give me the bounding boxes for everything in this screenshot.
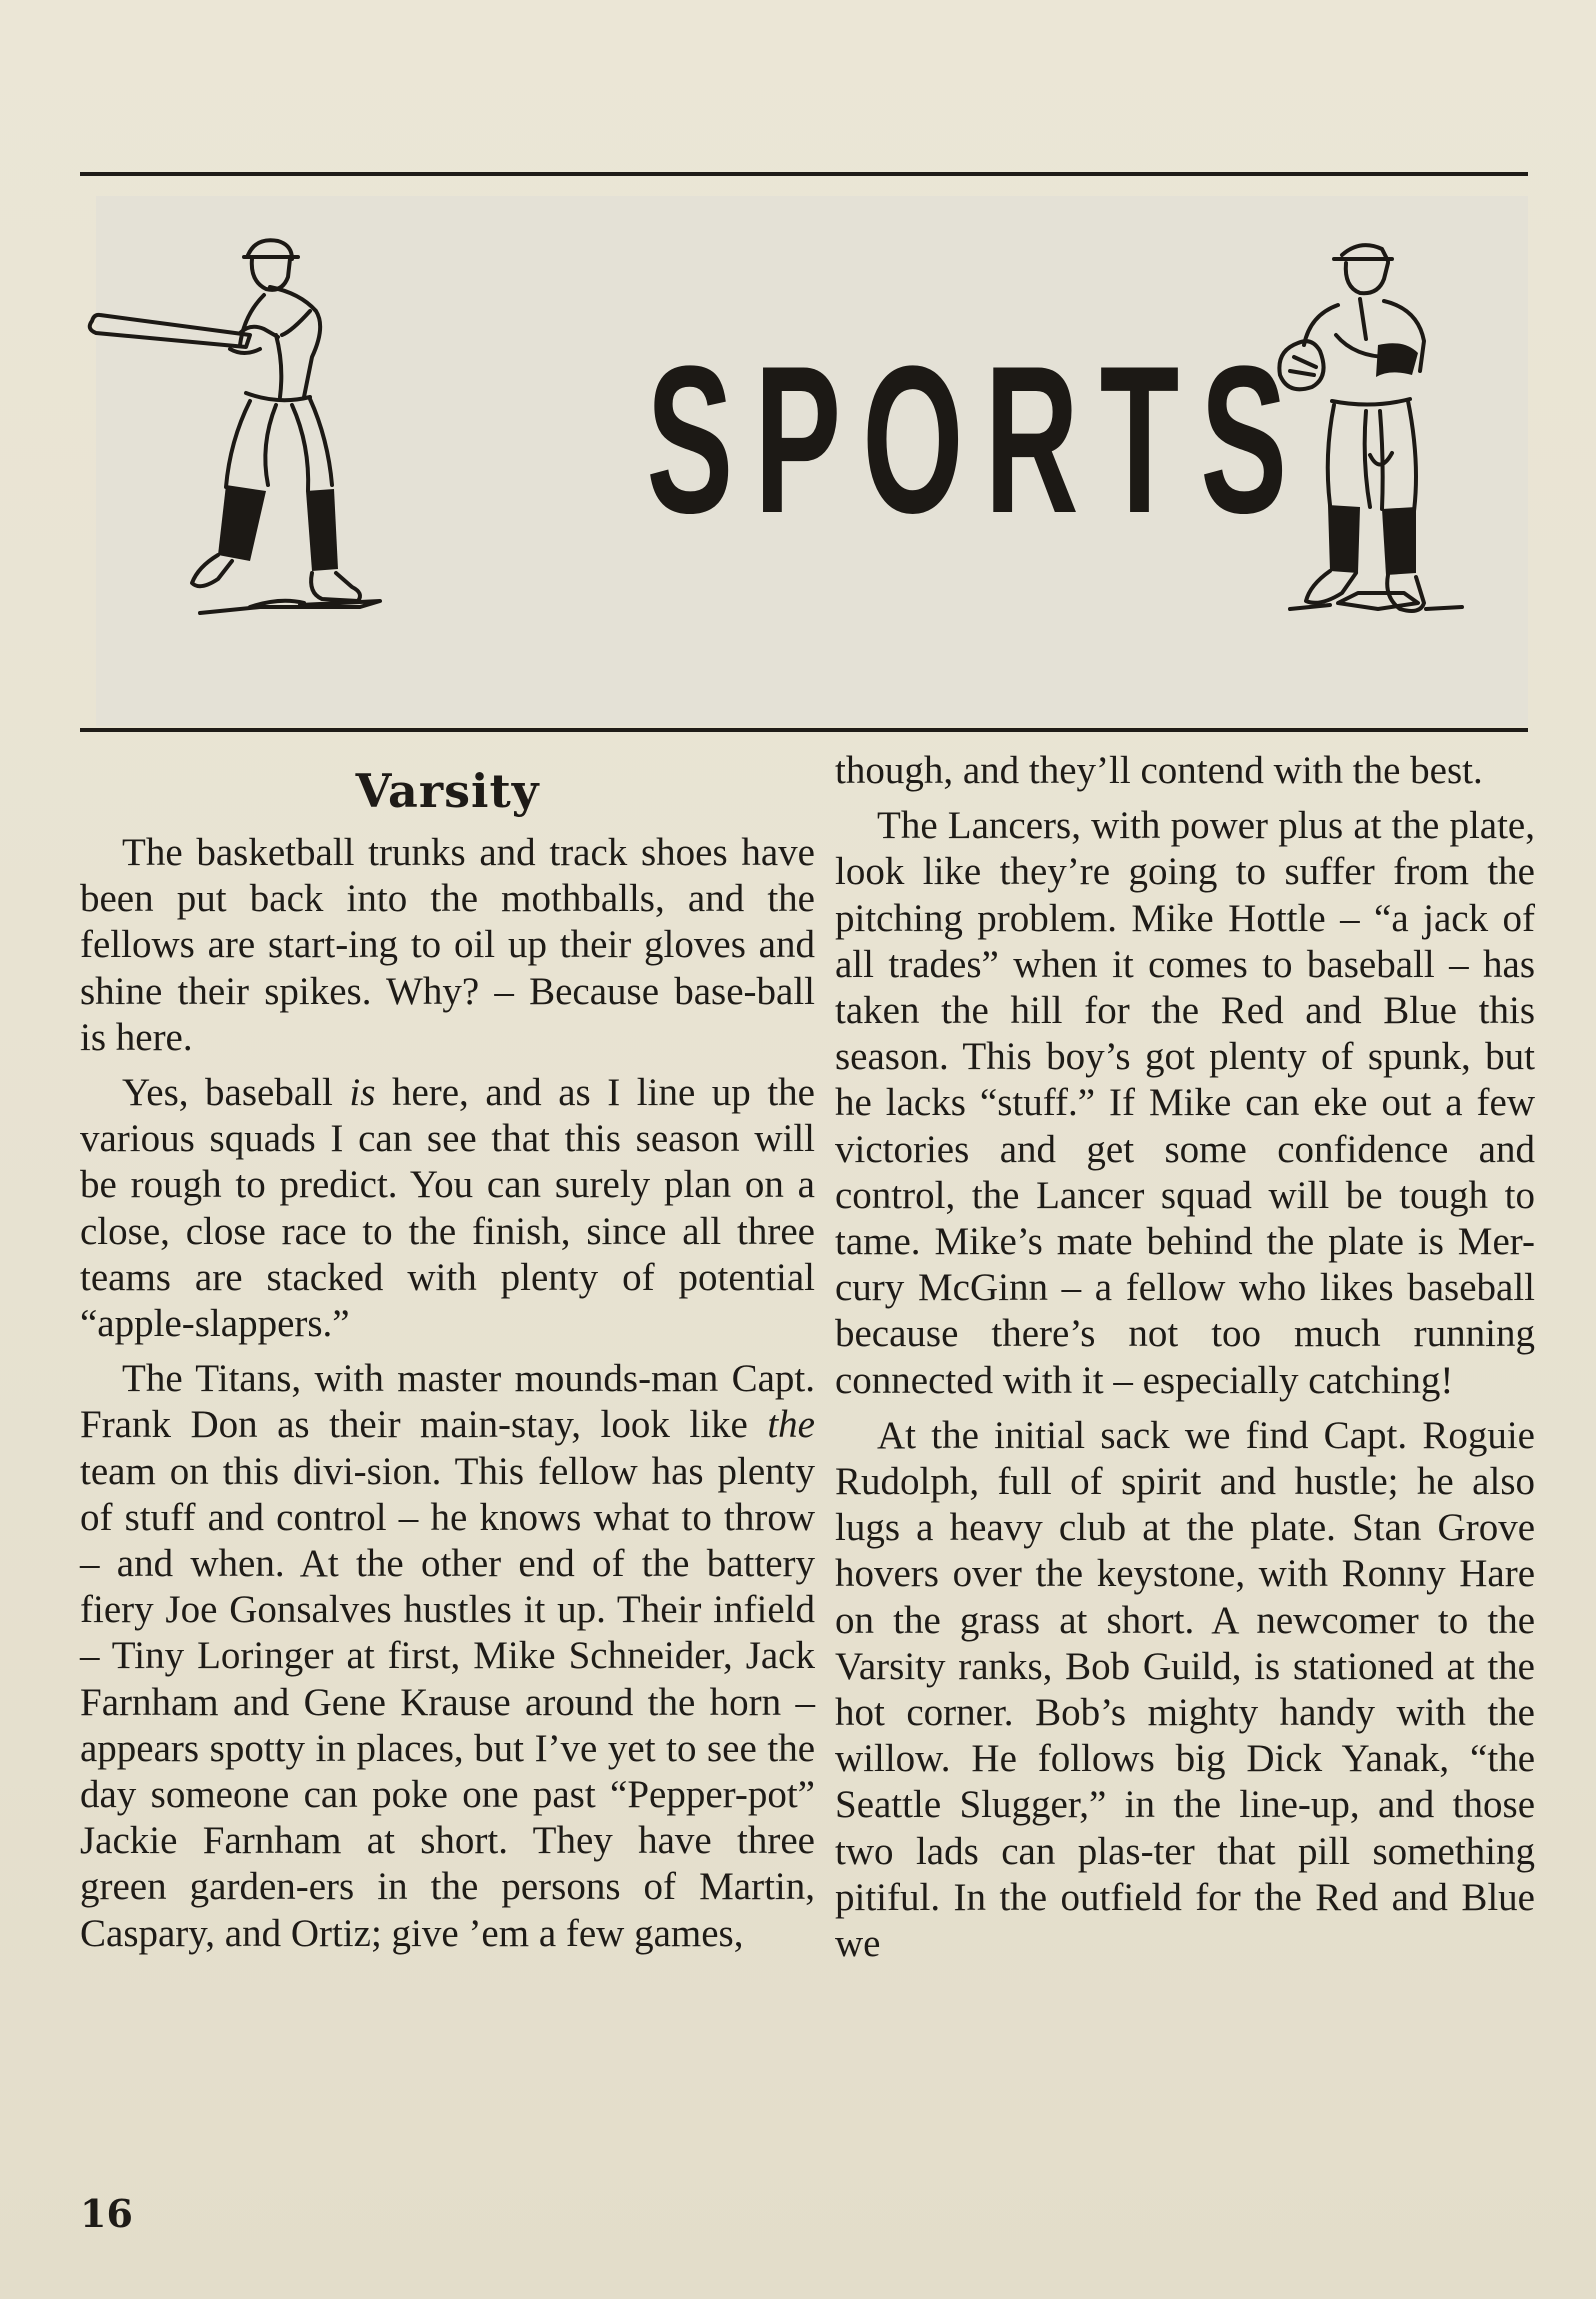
paragraph: The basketball trunks and track shoes have been put back into the mothballs, and the fellows are start-ing to oil up their gloves and shine their spikes. Why? – Because base-ball is here.	[80, 831, 815, 1059]
top-rule	[80, 172, 1528, 176]
baseball-batter-illustration	[80, 215, 410, 665]
paragraph: The Lancers, with power plus at the plate, look like they’re going to suffer from the pitching problem. Mike Hottle – “a jack of all trades” when it comes to baseball – has taken the hill for the Red and Blue this season. This boy’s got plenty of spunk, but he lacks “stuff.” If Mike can eke out a few victories and get some confidence and control, the Lancer squad will be tough to tame. Mike’s mate behind the plate is Mer-cury McGinn – a fellow who likes baseball because there’s not too much running connected with it – especially catching!	[835, 804, 1535, 1402]
paragraph: At the initial sack we find Capt. Roguie Rudolph, full of spirit and hustle; he also lugs a heavy club at the plate. Stan Grove hovers over the keystone, with Ronny Hare on the grass at short. A newcomer to the Varsity ranks, Bob Guild, is stationed at the hot corner. Bob’s mighty handy with the willow. He follows big Dick Yanak, “the Seattle Slugger,” in the line-up, and those two lads can plas-ter that pill something pitiful. In the outfield for the Red and Blue we	[835, 1413, 1535, 1966]
emphasis: the	[767, 1403, 815, 1447]
section-heading: Varsity	[355, 764, 540, 818]
left-column	[80, 748, 815, 1966]
right-column	[835, 748, 1535, 1976]
paragraph: though, and they’ll contend with the best.	[835, 749, 1483, 792]
emphasis: is	[349, 1071, 376, 1115]
sports-title: SPORTS	[646, 322, 1309, 557]
paragraph: The Titans, with master mounds-man Capt. Frank Don as their main-stay, look like the team on this divi-sion. This fellow has plenty of stuff and control – he knows what to throw – and when. At the other end of the battery fiery Joe Gonsalves hustles it up. Their infield – Tiny Loringer at first, Mike Schneider, Jack Farnham and Gene Krause around the horn – appears spotty in places, but I’ve yet to see the day someone can poke one past “Pepper-pot” Jackie Farnham at short. They have three green garden-ers in the persons of Martin, Caspary, and Ortiz; give ’em a few games,	[80, 1357, 815, 1955]
page-number: 16	[80, 2191, 133, 2236]
baseball-catcher-illustration	[1250, 225, 1500, 675]
paragraph: Yes, baseball is here, and as I line up the various squads I can see that this season will be rough to predict. You can surely plan on a close, close race to the finish, since all three teams are stacked with plenty of potential “apple-slappers.”	[80, 1071, 815, 1346]
bottom-rule	[80, 728, 1528, 732]
